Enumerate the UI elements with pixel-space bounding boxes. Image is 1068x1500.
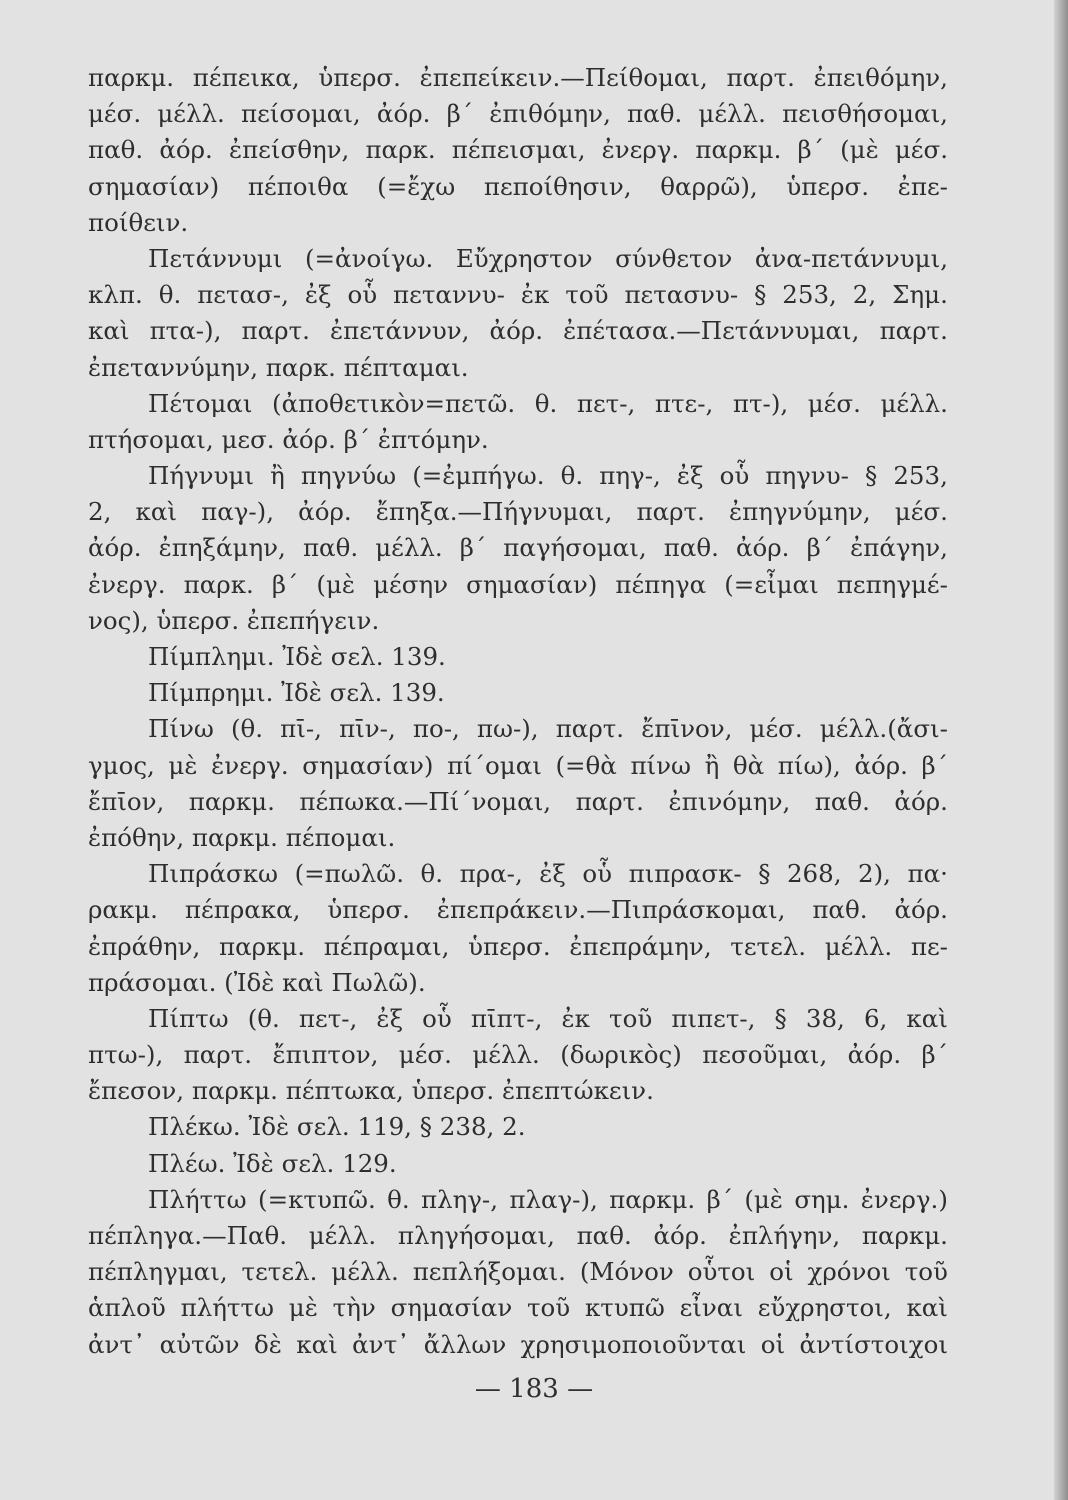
word: τετελ.: [730, 931, 807, 961]
text-line: [88, 422, 948, 458]
word: 38,: [805, 1003, 845, 1033]
text-line: [88, 639, 948, 675]
word: τοῦ: [565, 280, 609, 310]
word: ὑπερσ.: [318, 63, 401, 92]
word: πτε-,: [654, 388, 714, 418]
word: β΄: [806, 533, 833, 563]
word: (=ἔχω: [377, 171, 456, 201]
word: παρκμ.: [218, 931, 306, 961]
word: ἐκ: [561, 1003, 590, 1033]
word: 2),: [858, 859, 891, 889]
word: θ.: [158, 280, 182, 310]
word: ἐκ: [520, 280, 550, 310]
word: πῑπτ-,: [470, 1003, 543, 1033]
word: παρκμ.: [695, 135, 782, 165]
text-line: [88, 892, 948, 928]
word: οὗ: [582, 859, 613, 889]
word: παθ.: [88, 135, 144, 165]
word: ἐπιθόμην,: [489, 99, 611, 129]
word: ἄλλων: [423, 1329, 507, 1359]
text-line: [88, 530, 948, 566]
word: 2,: [88, 497, 112, 527]
word: πρα-,: [459, 859, 523, 889]
word: (μὲ: [744, 1184, 783, 1214]
word: παρτ.: [183, 1040, 253, 1070]
text-line: [88, 1146, 948, 1182]
word: ὑπερσ.: [786, 171, 870, 201]
word: δὲ: [253, 1329, 282, 1359]
word: μέσ.: [894, 497, 948, 527]
text-line: [88, 313, 948, 349]
word: πο-,: [412, 714, 460, 744]
word: πηγνύω: [300, 461, 397, 491]
word: ἐξ: [304, 280, 332, 310]
word: πεπλήξομαι.: [412, 1257, 566, 1287]
word: παρκμ.: [88, 63, 175, 92]
word: πιπετ-,: [671, 1003, 756, 1033]
word: παθ.: [627, 99, 683, 129]
word: Πέτομαι: [148, 388, 253, 418]
word: πέπληγμαι,: [88, 1257, 228, 1287]
text-line: [88, 458, 948, 494]
text-line-content: Πίμπλημι. Ἰδὲ σελ. 139.: [148, 642, 446, 671]
word: πίνω: [630, 750, 692, 780]
word: ἐπέτασα.—Πετάννυμαι,: [563, 316, 860, 346]
text-line: [88, 1254, 948, 1290]
word: ἢ: [270, 461, 285, 491]
word: πε-: [910, 931, 948, 961]
word: τετελ.: [241, 1257, 318, 1287]
word: θὰ: [732, 750, 765, 780]
text-line: [88, 567, 948, 603]
word: θαρρῶ),: [660, 171, 758, 201]
word: ἔπῑον,: [88, 786, 165, 816]
word: Πήγνυμι: [148, 461, 255, 491]
page-edge-shadow: [1054, 0, 1068, 1500]
word: πέπληγα.—Παθ.: [88, 1221, 288, 1250]
word: πῑ-,: [280, 714, 322, 744]
text-line: [88, 784, 948, 820]
word: σημ.: [794, 1184, 850, 1214]
word: ἐπράθην,: [88, 931, 201, 961]
word: θ.: [560, 461, 584, 491]
text-line-content: ἐπεταννύμην, παρκ. πέπταμαι.: [88, 352, 469, 382]
word: (μὲ: [840, 135, 879, 165]
word: μέλλ.: [308, 1221, 377, 1250]
text-line: [88, 386, 948, 422]
text-line: [88, 1073, 948, 1109]
word: πεπηγμέ-: [836, 569, 948, 599]
word: καὶ: [906, 1293, 948, 1323]
word: καὶ: [296, 1329, 338, 1359]
word: μέσ.: [894, 135, 948, 165]
text-line-content: ἐπόθην, παρκμ. πέπομαι.: [88, 822, 396, 852]
word: μέλλ.: [157, 99, 225, 129]
word: πί΄ομαι: [447, 750, 542, 780]
text-line: [88, 132, 948, 168]
word: (ἀποθετικὸν=πετῶ.: [272, 388, 516, 418]
word: ἀόρ.: [298, 497, 352, 527]
word: παρκ.: [183, 569, 254, 599]
word: παθ.: [576, 1221, 632, 1250]
text-line: [88, 711, 948, 747]
word: εἶναι: [679, 1293, 743, 1323]
word: παθ.: [302, 533, 359, 563]
word: πέπηγα: [615, 569, 707, 599]
word: παγήσομαι,: [503, 533, 647, 563]
word: β΄: [921, 1040, 948, 1070]
word: 6,: [863, 1003, 888, 1033]
word: (δωρικὸς): [560, 1040, 682, 1070]
text-line: [88, 856, 948, 892]
word: παρτ.: [726, 63, 795, 92]
word: ἐπεπράμην,: [569, 931, 712, 961]
word: μὲ: [288, 1293, 318, 1323]
word: Πίνω: [148, 714, 214, 744]
word: 253,: [893, 461, 948, 491]
word: θ.: [420, 859, 444, 889]
text-line: [88, 169, 948, 205]
word: ἐνεργ.: [601, 135, 680, 165]
word: ἔπιπτον,: [272, 1040, 379, 1070]
word: μέσ.: [88, 99, 142, 129]
word: πετ-,: [576, 388, 636, 418]
word: τοῦ: [609, 1003, 653, 1033]
word: β΄: [921, 750, 948, 780]
word: §: [774, 1003, 787, 1033]
word: πλαγ-),: [509, 1184, 598, 1214]
word: σημασίαν: [390, 1293, 513, 1323]
text-line-content: ἔπεσον, παρκμ. πέπτωκα, ὑπερσ. ἐπεπτώκειν.: [88, 1076, 654, 1106]
word: πετ-,: [298, 1003, 358, 1033]
word: πεσοῦμαι,: [702, 1040, 828, 1070]
word: πετασνυ-: [624, 280, 739, 310]
word: (=θὰ: [555, 750, 617, 780]
word: πτω-),: [88, 1040, 164, 1070]
word: β΄: [706, 1184, 733, 1214]
word: πῑν-,: [339, 714, 396, 744]
text-line-content: ποίθειν.: [88, 207, 189, 237]
page-text: [88, 60, 948, 1363]
word: καὶ: [906, 1003, 948, 1033]
text-line: [88, 494, 948, 530]
text-line: [88, 96, 948, 132]
word: Σημ.: [892, 280, 948, 310]
word: ἐξ: [376, 1003, 404, 1033]
word: χρησιμοποιοῦνται: [520, 1329, 747, 1359]
word: §: [758, 859, 771, 889]
word: (=πωλῶ.: [294, 859, 405, 889]
word: (μὲ: [316, 569, 356, 599]
word: ἐπειθόμην,: [813, 63, 948, 92]
word: ἀντίστοιχοι: [799, 1329, 948, 1359]
word: χρόνοι: [807, 1257, 891, 1287]
word: ἀόρ.: [653, 1221, 707, 1250]
word: μέλλ.: [880, 388, 948, 418]
word: ἐξ: [539, 859, 566, 889]
word: τὴν: [332, 1293, 376, 1323]
word: μέσ.: [807, 388, 861, 418]
word: ἀόρ.: [894, 786, 948, 816]
word: ἐπεπράκειν.—Πιπράσκομαι,: [436, 895, 786, 925]
word: ἀνα-πετάννυμι,: [754, 243, 948, 273]
word: πω-),: [476, 714, 539, 744]
word: τοῦ: [904, 1257, 948, 1287]
word: Εὔχρηστον: [455, 243, 593, 273]
word: ἐπλήγην,: [728, 1221, 841, 1250]
word: (=ἐμπήγω.: [412, 461, 545, 491]
word: μέσην: [373, 569, 449, 599]
word: μὲ: [168, 750, 198, 780]
word: οὗ: [719, 461, 750, 491]
word: ἐπεπείκειν.—Πείθομαι,: [419, 63, 708, 92]
word: ἀντ᾽: [352, 1329, 410, 1359]
word: παθ.: [663, 533, 719, 563]
text-line: [88, 820, 948, 856]
word: ἢ: [704, 750, 720, 780]
word: β΄: [271, 569, 299, 599]
word: μέλλ.: [375, 533, 443, 563]
text-line: [88, 60, 948, 96]
word: πλήττω: [180, 1293, 275, 1323]
word: ἐπηγνύμην,: [729, 497, 871, 527]
word: καὶ: [88, 316, 130, 346]
word: πηγνυ-: [765, 461, 849, 491]
word: οὗ: [422, 1003, 452, 1033]
word: ὑπερσ.: [327, 895, 410, 925]
word: αὐτῶν: [159, 1329, 240, 1359]
word: ἐπάγην,: [850, 533, 948, 563]
word: παθ.: [814, 786, 870, 816]
word: Πετάννυμι: [148, 243, 283, 273]
word: ἀόρ.: [159, 135, 213, 165]
word: ἔπηξα.—Πήγνυμαι,: [375, 497, 613, 527]
text-line: [88, 1182, 948, 1218]
word: εὔχρηστοι,: [757, 1293, 892, 1323]
word: (=εἶμαι: [724, 569, 819, 599]
word: ὑπερσ.: [468, 931, 551, 961]
word: ρακμ.: [88, 895, 158, 925]
text-line: [88, 929, 948, 965]
word: 253,: [782, 280, 837, 310]
word: (θ.: [230, 714, 264, 744]
word: παρτ.: [555, 714, 625, 744]
word: παρτ.: [575, 786, 644, 816]
word: (Μόνον: [579, 1257, 674, 1287]
word: πτα-),: [149, 316, 222, 346]
word: (=κτυπῶ.: [258, 1184, 376, 1214]
word: παθ.: [812, 895, 868, 925]
word: (θ.: [247, 1003, 280, 1033]
word: πεποίθησιν,: [483, 171, 632, 201]
word: μέλλ.: [331, 1257, 399, 1287]
word: ἁπλοῦ: [88, 1293, 166, 1323]
text-line: [88, 241, 948, 277]
text-line: [88, 1218, 948, 1254]
word: μέλλ.(ἄσι-: [819, 714, 948, 744]
word: ἀόρ.: [894, 895, 948, 925]
word: ἀόρ.: [854, 750, 908, 780]
text-line: [88, 1290, 948, 1326]
text-line-content: πτήσομαι, μεσ. ἀόρ. β΄ ἐπτόμην.: [88, 424, 489, 454]
text-line: [88, 1109, 948, 1145]
word: γμος,: [88, 750, 155, 780]
text-line: [88, 1001, 948, 1037]
word: Πλήττω: [148, 1184, 247, 1214]
word: πέπεισμαι,: [451, 135, 586, 165]
text-line: [88, 1037, 948, 1073]
word: ἐνεργ.: [88, 569, 166, 599]
word: ἐπηξάμην,: [158, 533, 286, 563]
word: ἐνεργ.: [211, 750, 289, 780]
word: β΄: [446, 99, 474, 129]
word: παρκ.: [365, 135, 436, 165]
word: ἀόρ.: [847, 1040, 902, 1070]
word: οἱ: [769, 1257, 794, 1287]
word: οὗτοι: [687, 1257, 756, 1287]
word: σύνθετον: [615, 243, 733, 273]
word: σημασίαν): [466, 569, 598, 599]
text-line: [88, 748, 948, 784]
text-line: [88, 205, 948, 241]
word: (=ἀνοίγω.: [304, 243, 434, 273]
text-line-content: Πλέκω. Ἰδὲ σελ. 119, § 238, 2.: [148, 1112, 526, 1142]
word: θ.: [534, 388, 558, 418]
word: Πιπράσκω: [148, 859, 279, 889]
word: ἐπινόμην,: [668, 786, 791, 816]
word: ἐπε-: [897, 171, 948, 201]
word: πέπεικα,: [192, 63, 300, 92]
word: παρτ.: [636, 497, 705, 527]
word: σημασίαν): [302, 750, 434, 780]
text-line: [88, 603, 948, 639]
word: ἐπετάννυν,: [330, 316, 470, 346]
text-line-content: πράσομαι. (Ἰδὲ καὶ Πωλῶ).: [88, 967, 426, 997]
word: πτ-),: [732, 388, 789, 418]
text-line: [88, 350, 948, 386]
word: ἀντ᾽: [88, 1329, 146, 1359]
word: παρκμ.: [861, 1221, 948, 1250]
word: 2,: [852, 280, 877, 310]
word: μέσ.: [398, 1040, 452, 1070]
word: ἀόρ.: [88, 533, 142, 563]
word: ἀόρ.: [735, 533, 790, 563]
word: πέπωκα.—Πί΄νομαι,: [299, 786, 552, 816]
word: πληγ-,: [420, 1184, 498, 1214]
text-line-content: Πίμπρημι. Ἰδὲ σελ. 139.: [148, 678, 445, 708]
word: §: [864, 461, 878, 491]
word: σημασίαν): [88, 171, 220, 201]
word: ἐνεργ.): [860, 1184, 948, 1214]
word: πιπρασκ-: [628, 859, 742, 889]
word: ἀόρ.: [489, 316, 544, 346]
word: πίω),: [777, 750, 841, 780]
word: β΄: [797, 135, 824, 165]
word: καὶ: [135, 497, 177, 527]
word: πέπραμαι,: [323, 931, 450, 961]
text-line: [88, 675, 948, 711]
word: πα·: [907, 859, 948, 889]
text-line: [88, 1327, 948, 1363]
text-line: [88, 277, 948, 313]
text-line-content: νος), ὑπερσ. ἐπεπήγειν.: [88, 605, 380, 635]
word: πέπρακα,: [184, 895, 301, 925]
word: παγ-),: [201, 497, 275, 527]
word: ἐξ: [676, 461, 704, 491]
word: θ.: [387, 1184, 410, 1214]
word: πεταννυ-: [393, 280, 505, 310]
word: οἱ: [760, 1329, 786, 1359]
word: τοῦ: [527, 1293, 571, 1323]
page-number: — 183 —: [474, 1374, 594, 1404]
word: παρκμ.: [188, 786, 275, 816]
text-line: [88, 965, 948, 1001]
word: ἐπείσθην,: [228, 135, 350, 165]
word: β΄: [459, 533, 487, 563]
word: παρκμ.: [609, 1184, 696, 1214]
word: ἀόρ.: [376, 99, 431, 129]
word: πηγ-,: [599, 461, 661, 491]
word: παρτ.: [879, 316, 948, 346]
word: παρτ.: [241, 316, 310, 346]
word: πετασ-,: [197, 280, 289, 310]
word: κλπ.: [88, 280, 143, 310]
word: μέλλ.: [824, 931, 893, 961]
word: οὗ: [347, 280, 378, 310]
word: ἔπῑνον,: [641, 714, 733, 744]
word: πεισθήσομαι,: [782, 99, 948, 129]
word: §: [754, 280, 767, 310]
word: 268,: [786, 859, 842, 889]
word: πέποιθα: [247, 171, 349, 201]
word: πληγήσομαι,: [397, 1221, 555, 1250]
text-line-content: Πλέω. Ἰδὲ σελ. 129.: [148, 1148, 397, 1178]
word: μέσ.: [749, 714, 803, 744]
word: Πίπτω: [148, 1003, 229, 1033]
word: μέλλ.: [698, 99, 766, 129]
word: μέλλ.: [472, 1040, 540, 1070]
word: πείσομαι,: [240, 99, 361, 129]
word: κτυπῶ: [584, 1293, 665, 1323]
